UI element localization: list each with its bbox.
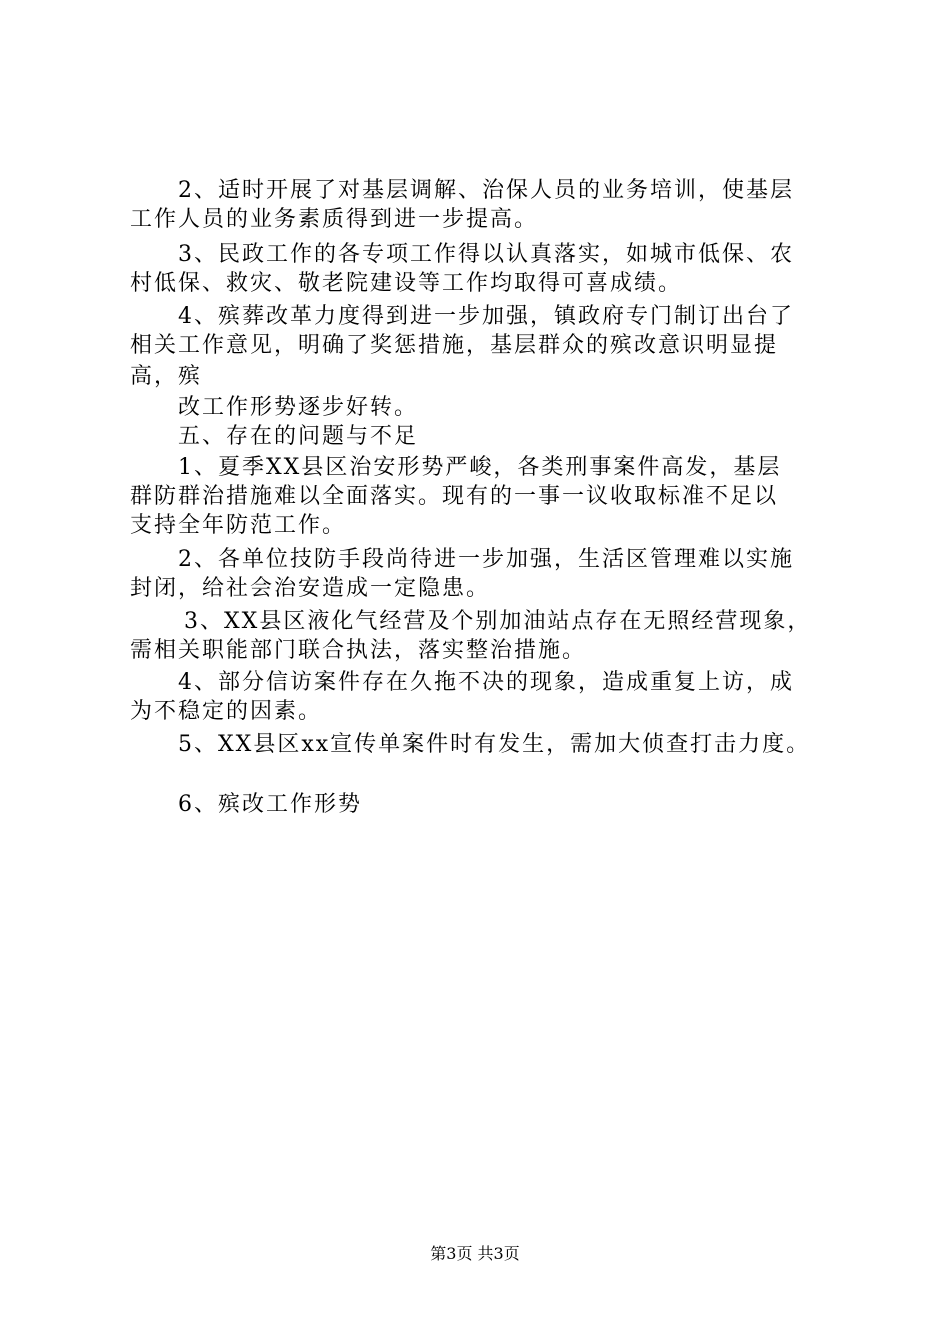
paragraph-line: 2、适时开展了对基层调解、治保人员的业务培训，使基层	[178, 178, 794, 203]
paragraph-line: 1、夏季XX县区治安形势严峻，各类刑事案件高发，基层	[178, 455, 782, 480]
paragraph-line: 村低保、救灾、敬老院建设等工作均取得可喜成绩。	[130, 271, 683, 296]
paragraph-line: 3、民政工作的各专项工作得以认真落实，如城市低保、农	[178, 242, 794, 267]
paragraph-line: 2、各单位技防手段尚待进一步加强，生活区管理难以实施	[178, 547, 794, 572]
paragraph-line: 6、殡改工作形势	[178, 792, 362, 817]
page-number-footer: 第3页 共3页	[430, 1244, 520, 1263]
paragraph-line: 为不稳定的因素。	[130, 699, 323, 724]
paragraph-line: 改工作形势逐步好转。	[178, 395, 419, 420]
paragraph-line: 4、部分信访案件存在久拖不决的现象，造成重复上访，成	[178, 670, 794, 695]
paragraph-line: 支持全年防范工作。	[130, 513, 347, 538]
paragraph-line: 需相关职能部门联合执法，落实整治措施。	[130, 638, 587, 663]
paragraph-line: 工作人员的业务素质得到进一步提高。	[130, 207, 539, 232]
paragraph-line: 封闭，给社会治安造成一定隐患。	[130, 576, 491, 601]
paragraph-line: 4、殡葬改革力度得到进一步加强，镇政府专门制订出台了	[178, 304, 794, 329]
paragraph-line: 相关工作意见，明确了奖惩措施，基层群众的殡改意识明显提	[130, 333, 779, 358]
paragraph-line: 高，殡	[130, 364, 203, 389]
paragraph-line: 5、XX县区xx宣传单案件时有发生，需加大侦查打击力度。	[178, 732, 811, 757]
section-heading: 五、存在的问题与不足	[178, 424, 419, 449]
paragraph-line: 群防群治措施难以全面落实。现有的一事一议收取标准不足以	[130, 484, 779, 509]
paragraph-line: 3、XX县区液化气经营及个别加油站点存在无照经营现象，	[184, 609, 812, 634]
